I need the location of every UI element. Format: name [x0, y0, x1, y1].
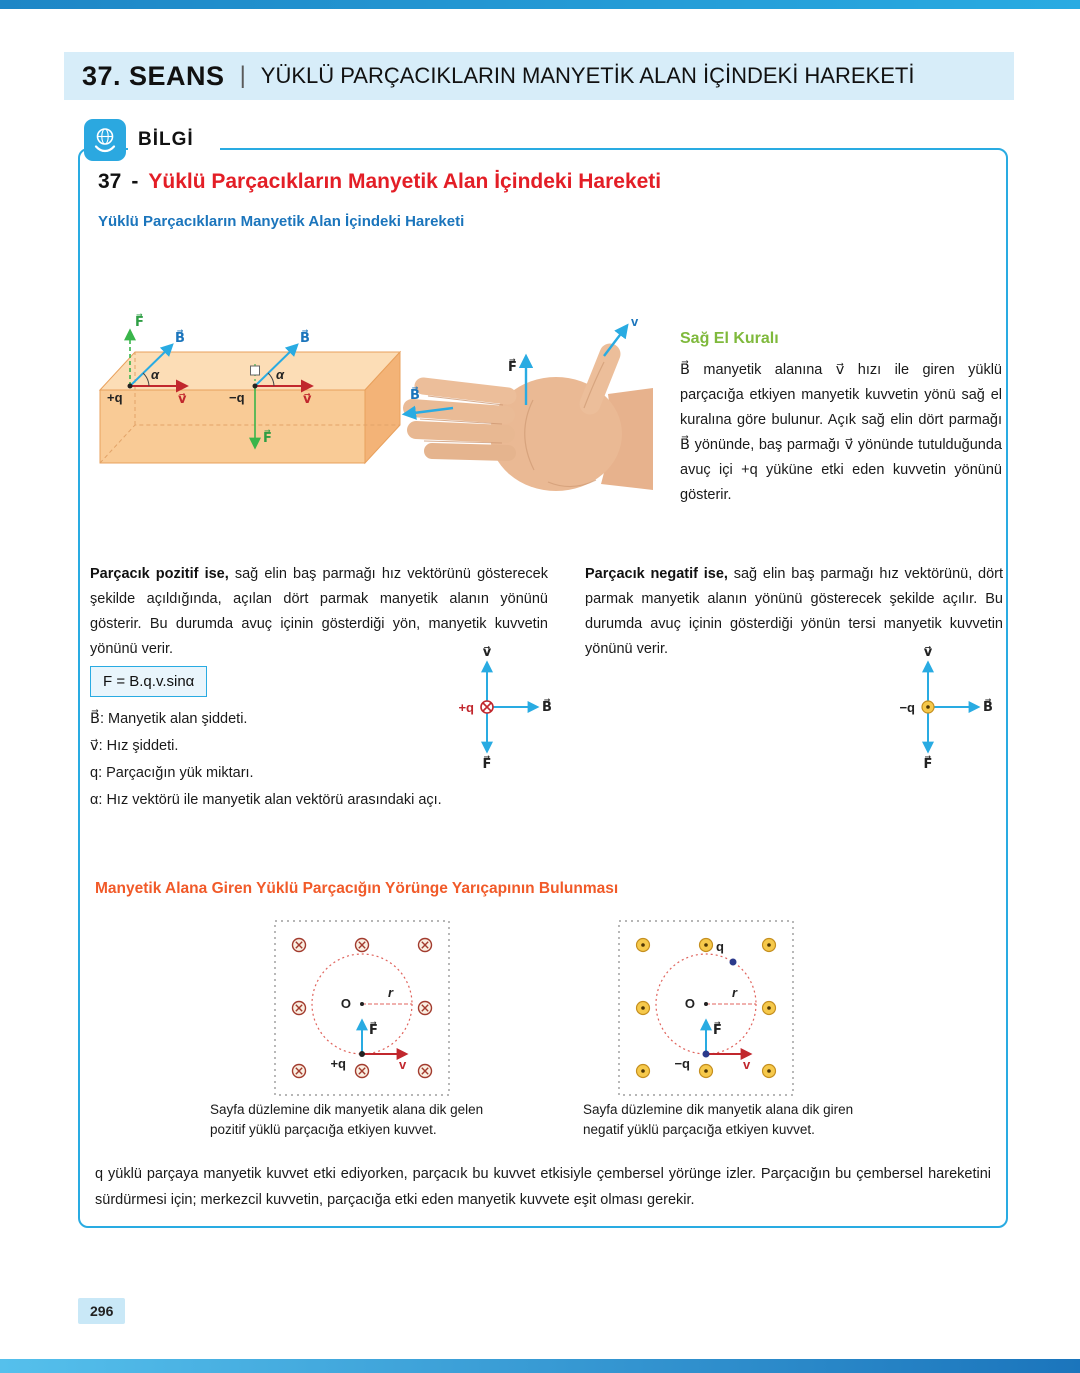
svg-text:q: q: [716, 939, 724, 954]
svg-text:r: r: [388, 985, 394, 1000]
right-hand-rule-illustration: [398, 312, 653, 522]
svg-text:B⃗: B⃗: [410, 387, 420, 402]
definition-q: q: Parçacığın yük miktarı.: [90, 765, 254, 781]
negative-case-lead: Parçacık negatif ise,: [585, 566, 728, 582]
svg-text:−q: −q: [229, 390, 245, 405]
right-hand-rule-block: [680, 330, 1002, 508]
lesson-title-text: Yüklü Parçacıkların Manyetik Alan İçindeki Hareketi: [148, 170, 662, 193]
svg-text:F⃗: F⃗: [369, 1022, 378, 1037]
svg-text:+q: +q: [458, 700, 474, 715]
svg-text:O: O: [340, 996, 351, 1011]
svg-text:v: v: [631, 314, 639, 329]
svg-text:F⃗: F⃗: [923, 756, 933, 771]
positive-charge-axes-diagram: [432, 642, 562, 774]
svg-text:B⃗: B⃗: [175, 330, 185, 345]
lesson-number: 37: [98, 170, 122, 193]
field-into-page-icon: [481, 701, 493, 713]
svg-text:B⃗: B⃗: [983, 699, 993, 714]
svg-text:α: α: [276, 367, 285, 382]
svg-text:−q: −q: [899, 700, 915, 715]
svg-text:B⃗: B⃗: [542, 699, 552, 714]
lesson-title: [98, 170, 661, 194]
lesson-dash: -: [131, 170, 139, 193]
svg-text:α: α: [151, 367, 160, 382]
svg-text:F⃗: F⃗: [135, 314, 144, 329]
svg-text:O: O: [684, 996, 695, 1011]
positive-orbit-caption: Sayfa düzlemine dik manyetik alana dik gelen pozitif yüklü parçacığa etkiyen kuvvet.: [210, 1102, 484, 1138]
svg-text:F⃗: F⃗: [482, 756, 492, 771]
svg-text:v: v: [399, 1057, 407, 1072]
radius-section-heading: Manyetik Alana Giren Yüklü Parçacığın Yörünge Yarıçapının Bulunması: [95, 880, 619, 897]
entering-charge: [716, 939, 736, 966]
definition-v: v⃗: Hız şiddeti.: [90, 738, 179, 754]
svg-text:v⃗: v⃗: [303, 391, 312, 406]
slab-field-vectors-diagram: [85, 300, 415, 535]
svg-text:F⃗: F⃗: [713, 1022, 722, 1037]
svg-text:v⃗: v⃗: [178, 391, 187, 406]
definition-alpha: α: Hız vektörü ile manyetik alan vektörü arasındaki açı.: [90, 792, 442, 808]
header-divider-bar: |: [239, 62, 246, 89]
positive-case-body: sağ elin baş parmağı hız vektörünü gösterecek şekilde açıldığında, açılan dört parmak manyetik alanın yönünü gösterir. Bu durumda avuç içinin gösterdiği yön, manyetik kuvvetin yönünü verir.: [90, 566, 548, 657]
open-right-hand: [412, 354, 653, 491]
lesson-subtitle: Yüklü Parçacıkların Manyetik Alan İçindeki Hareketi: [98, 213, 465, 230]
force-formula-box: F = B.q.v.sinα: [90, 666, 207, 697]
page-number: 296: [78, 1298, 125, 1324]
field-out-of-page-icon: [922, 701, 934, 713]
closing-paragraph: q yüklü parçaya manyetik kuvvet etki ediyorken, parçacık bu kuvvet etkisiyle çembersel yörünge izler. Parçacığın bu çembersel hareketini sürdürmesi için; merkezcil kuvvetin, parçacığa etki eden manyetik kuvvete eşit olması gerekir.: [95, 1166, 991, 1208]
svg-text:F⃗: F⃗: [263, 430, 272, 445]
negative-case-body: sağ elin baş parmağı hız vektörünü, dört parmak manyetik alanın yönünü gösterecek şekilde açılır. Bu durumda avuç içinin gösterdiği yönün tersi manyetik kuvvetin yönünü verir.: [585, 566, 1003, 657]
orbiting-negative-charge: [674, 1022, 751, 1072]
positive-orbit-diagram: [272, 918, 452, 1098]
info-badge: [84, 119, 126, 161]
svg-text:+q: +q: [107, 390, 123, 405]
session-header: [64, 52, 1014, 100]
session-title: YÜKLÜ PARÇACIKLARIN MANYETİK ALAN İÇİNDEKİ HAREKETİ: [260, 63, 915, 88]
orbiting-positive-charge: [330, 1022, 407, 1072]
symbol-definitions: [90, 706, 442, 814]
hand-globe-icon: [91, 126, 119, 154]
right-hand-rule-heading: Sağ El Kuralı: [680, 330, 779, 347]
negative-orbit-caption: Sayfa düzlemine dik manyetik alana dik giren negatif yüklü parçacığa etkiyen kuvvet.: [583, 1102, 854, 1138]
right-hand-rule-body: B⃗ manyetik alanına v⃗ hızı ile giren yüklü parçacığa etkiyen manyetik kuvvetin yönü sağ el kuralına göre bulunur. Açık sağ elin dört parmağı B⃗ yönünde, baş parmağı v⃗ yönünde tutulduğunda avuç içi +q yüküne etki eden kuvvetin yönünü gösterir.: [680, 362, 1002, 503]
axes-arrows: [487, 664, 536, 750]
positive-case-lead: Parçacık pozitif ise,: [90, 566, 229, 582]
svg-text:v⃗: v⃗: [482, 644, 492, 659]
negative-charge-axes-diagram: [873, 642, 1003, 774]
svg-text:B⃗: B⃗: [300, 330, 310, 345]
axes-arrows: [928, 664, 977, 750]
svg-text:F⃗: F⃗: [508, 359, 517, 374]
svg-text:v: v: [743, 1057, 751, 1072]
info-section-label: BİLGİ: [138, 129, 194, 150]
svg-text:+q: +q: [330, 1056, 346, 1071]
svg-text:r: r: [732, 985, 738, 1000]
definition-B: B⃗: Manyetik alan şiddeti.: [90, 711, 248, 727]
session-number: 37. SEANS: [82, 60, 225, 91]
negative-orbit-diagram: [616, 918, 796, 1098]
orbit-center: [360, 1002, 364, 1006]
top-accent-bar: [0, 0, 1080, 9]
bottom-accent-bar: [0, 1359, 1080, 1373]
orbit-center: [704, 1002, 708, 1006]
svg-text:v⃗: v⃗: [923, 644, 933, 659]
svg-text:−q: −q: [674, 1056, 690, 1071]
